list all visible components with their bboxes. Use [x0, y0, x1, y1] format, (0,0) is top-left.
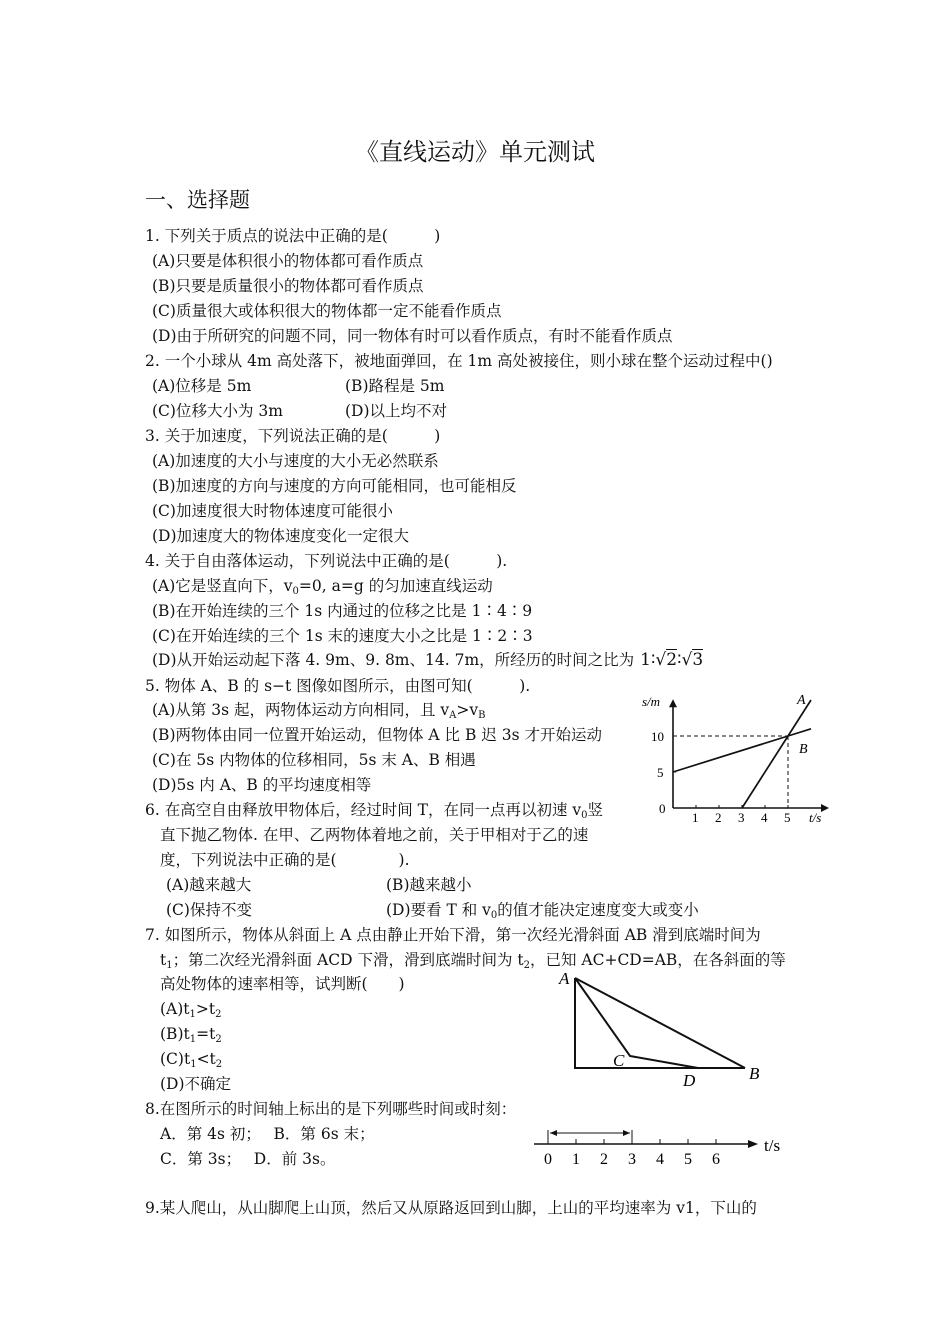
incline-ab	[575, 978, 745, 1068]
q7-a-sub1: 1	[189, 1009, 196, 1020]
q7-stem2-sub2: 2	[523, 960, 530, 971]
q7-a-t: (A)t	[160, 1000, 190, 1018]
q7-stem2-post: ，已知 AC+CD=AB，在各斜面的等	[529, 951, 786, 969]
q1-option-b: (B)只要是质量很小的物体都可看作质点	[152, 277, 424, 295]
q2-stem: 2. 一个小球从 4m 高处落下，被地面弹回，在 1m 高处被接住，则小球在整个运动过程中()	[145, 352, 773, 370]
x-axis-arrow-icon	[821, 804, 829, 812]
q8-options-ab: A．第 4s 初； B．第 6s 末；	[160, 1125, 375, 1143]
q3-option-b: (B)加速度的方向与速度的方向可能相同，也可能相反	[152, 477, 517, 495]
incline-label-a: A	[559, 969, 570, 988]
x-tick-label: 1	[692, 810, 699, 825]
q1-stem: 1. 下列关于质点的说法中正确的是( )	[145, 227, 441, 245]
timeline-tick-label: 1	[572, 1151, 580, 1168]
q6-stem-line3: 度，下列说法中正确的是( ).	[160, 851, 410, 869]
q7-stem-line3: 高处物体的速率相等，试判断( )	[160, 975, 405, 993]
q2-option-b: (B)路程是 5m	[345, 377, 445, 395]
q4-d-text: (D)从开始运动起下落 4. 9m、9. 8m、14. 7m，所经历的时间之比为	[152, 651, 635, 669]
timeline-tick-label: 0	[544, 1151, 552, 1168]
q7-b-rel: =t	[196, 1025, 216, 1043]
incline-label-d: D	[683, 1071, 696, 1088]
incline-diagram	[555, 968, 775, 1088]
q4-d-ratio	[640, 650, 703, 670]
x-tick-label: 4	[761, 810, 768, 825]
sqrt-icon: √	[681, 650, 693, 670]
q4-d-ratio-1: 1∶	[640, 650, 656, 670]
x-tick-label: 3	[738, 810, 745, 825]
incline-acd	[575, 978, 698, 1068]
origin-label: 0	[659, 801, 666, 816]
interval-arrow-left-icon	[550, 1130, 557, 1136]
q4-a-post: =0, a=g 的匀加速直线运动	[298, 577, 493, 595]
q4-option-a	[152, 576, 493, 602]
timeline-tick-label: 3	[628, 1151, 636, 1168]
q6-option-a: (A)越来越大	[166, 876, 252, 894]
q4-option-d	[152, 650, 703, 670]
q3-option-c: (C)加速度很大时物体速度可能很小	[152, 502, 393, 520]
q2-option-d: (D)以上均不对	[345, 402, 448, 420]
q6-stem-line2: 直下抛乙物体. 在甲、乙两物体着地之前，关于甲相对于乙的速	[160, 826, 589, 844]
q6-stem1-sub: 0	[581, 810, 588, 821]
q7-c-sub2: 2	[215, 1059, 223, 1070]
q4-d-ratio-sep: ∶	[677, 650, 682, 670]
q7-option-b	[160, 1024, 222, 1050]
q5-option-d: (D)5s 内 A、B 的平均速度相等	[152, 776, 372, 794]
q8-stem: 8.在图所示的时间轴上标出的是下列哪些时间或时刻：	[145, 1100, 517, 1118]
q7-c-sub1: 1	[190, 1059, 197, 1070]
q3-option-a: (A)加速度的大小与速度的大小无必然联系	[152, 452, 439, 470]
series-label-a: A	[797, 693, 806, 708]
st-graph	[640, 688, 830, 833]
q5-a-pre: (A)从第 3s 起，两物体运动方向相同，且 v	[152, 701, 450, 719]
q7-b-sub1: 1	[189, 1034, 197, 1045]
y-axis-label: s/m	[642, 694, 661, 709]
q7-option-a	[160, 999, 222, 1025]
q5-option-c: (C)在 5s 内物体的位移相同，5s 末 A、B 相遇	[152, 751, 476, 769]
series-label-b: B	[799, 741, 808, 757]
incline-label-b: B	[749, 1064, 760, 1083]
q7-c-rel: <t	[196, 1050, 216, 1068]
x-tick-label: 2	[715, 810, 722, 825]
q7-b-t: (B)t	[160, 1025, 190, 1043]
timeline-tick-label: 4	[656, 1151, 664, 1168]
q9-stem: 9.某人爬山，从山脚爬上山顶，然后又从原路返回到山脚，上山的平均速率为 v1，下山的	[145, 1199, 757, 1217]
q4-d-ratio-3: 3	[692, 650, 704, 670]
q4-d-ratio-2: 2	[666, 650, 678, 670]
q7-option-d: (D)不确定	[160, 1075, 232, 1093]
q6-stem1-pre: 6. 在高空自由释放甲物体后，经过时间 T，在同一点再以初速 v	[145, 801, 582, 819]
q7-stem2-pre: t	[160, 951, 167, 969]
timeline-diagram	[530, 1118, 800, 1170]
q7-option-c	[160, 1049, 222, 1075]
q3-option-d: (D)加速度大的物体速度变化一定很大	[152, 527, 410, 545]
q6-option-b: (B)越来越小	[386, 876, 472, 894]
y-tick-label: 10	[651, 729, 664, 744]
y-tick-label: 5	[657, 765, 664, 780]
q6-stem1-post: 竖	[587, 801, 604, 819]
series-line-b	[673, 729, 811, 772]
q7-c-t: (C)t	[160, 1050, 191, 1068]
q1-option-d: (D)由于所研究的问题不同，同一物体有时可以看作质点，有时不能看作质点	[152, 327, 673, 345]
q5-option-a	[152, 700, 486, 726]
q6-option-c: (C)保持不变	[166, 901, 252, 919]
incline-label-c: C	[613, 1051, 625, 1070]
q4-a-sub: 0	[292, 586, 299, 597]
q6-stem-line1	[145, 800, 603, 826]
timeline-tick-label: 2	[600, 1151, 608, 1168]
q7-b-sub2: 2	[215, 1034, 222, 1045]
y-axis-arrow-icon	[669, 699, 677, 707]
q8-options-cd: C．第 3s； D．前 3s。	[160, 1150, 336, 1168]
timeline-arrow-icon	[748, 1140, 758, 1148]
interval-arrow-right-icon	[623, 1130, 630, 1136]
q3-stem: 3. 关于加速度，下列说法正确的是( )	[145, 427, 441, 445]
timeline-tick-label: 5	[684, 1151, 692, 1168]
q7-stem2-mid: ；第二次经光滑斜面 ACD 下滑，滑到底端时间为 t	[172, 951, 524, 969]
document-title: 《直线运动》单元测试	[355, 138, 595, 166]
q7-stem-line1: 7. 如图所示，物体从斜面上 A 点由静止开始下滑，第一次经光滑斜面 AB 滑到底端时间为	[145, 926, 761, 944]
section-heading: 一、选择题	[145, 188, 250, 212]
q5-a-mid: >v	[456, 701, 479, 719]
q5-stem: 5. 物体 A、B 的 s−t 图像如图所示，由图可知( ).	[145, 677, 531, 695]
q2-option-c: (C)位移大小为 3m	[152, 402, 283, 420]
q2-option-a: (A)位移是 5m	[152, 377, 252, 395]
q6-d-post: 的值才能决定速度变大或变小	[497, 901, 699, 919]
q7-a-rel: >t	[195, 1000, 216, 1018]
timeline-unit-label: t/s	[764, 1136, 781, 1155]
q4-option-b: (B)在开始连续的三个 1s 内通过的位移之比是 1∶4∶9	[152, 602, 533, 620]
x-axis-label: t/s	[809, 810, 822, 825]
q7-stem2-sub1: 1	[166, 960, 173, 971]
q5-a-sub2: B	[478, 710, 486, 721]
q5-option-b: (B)两物体由同一位置开始运动，但物体 A 比 B 迟 3s 才开始运动	[152, 726, 602, 744]
q1-option-c: (C)质量很大或体积很大的物体都一定不能看作质点	[152, 302, 502, 320]
q4-stem: 4. 关于自由落体运动，下列说法中正确的是( ).	[145, 552, 508, 570]
q4-a-pre: (A)它是竖直向下，v	[152, 577, 293, 595]
q6-d-pre: (D)要看 T 和 v	[386, 901, 491, 919]
x-tick-label: 5	[784, 810, 791, 825]
timeline-tick-label: 6	[712, 1151, 720, 1168]
q6-option-d	[386, 900, 699, 926]
q7-a-sub2: 2	[215, 1009, 222, 1020]
q4-option-c: (C)在开始连续的三个 1s 末的速度大小之比是 1∶2∶3	[152, 627, 533, 645]
sqrt-icon: √	[655, 650, 667, 670]
q1-option-a: (A)只要是体积很小的物体都可看作质点	[152, 252, 424, 270]
q5-a-sub1: A	[449, 710, 457, 721]
q6-d-sub: 0	[490, 910, 498, 921]
